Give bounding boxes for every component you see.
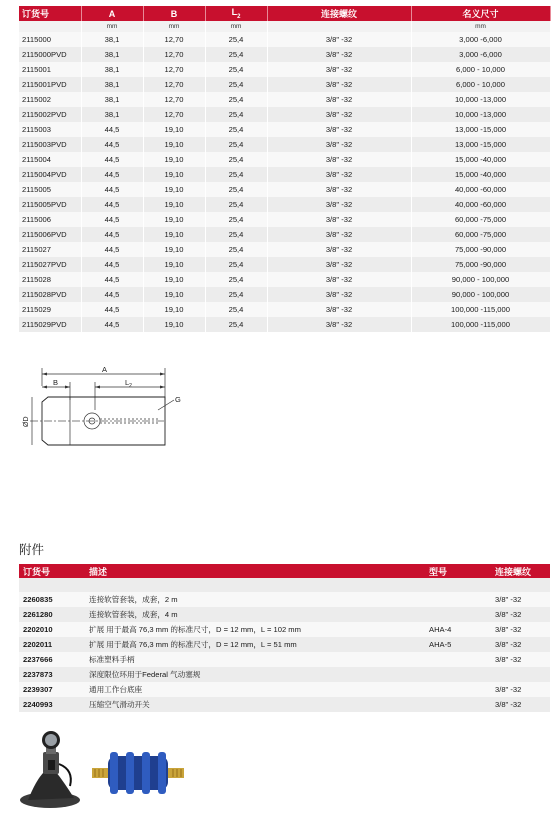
table-cell: 2115006PVD (19, 227, 81, 242)
table-row (19, 137, 550, 152)
table-cell: 25,4 (205, 92, 267, 107)
accessory-cell: 3/8" -32 (491, 622, 550, 637)
table-cell: 44,5 (81, 182, 143, 197)
accessory-cell: 2261280 (19, 607, 85, 622)
table-cell: 3/8" -32 (267, 122, 411, 137)
table-cell: 44,5 (81, 152, 143, 167)
table-cell: 2115001PVD (19, 77, 81, 92)
table-row (19, 152, 550, 167)
table-row (19, 212, 550, 227)
table-row (19, 257, 550, 272)
accessories-header-row (19, 564, 550, 578)
unit-cell: mm (143, 21, 205, 32)
accessory-row (19, 697, 550, 712)
col-header-b: B (143, 6, 205, 21)
table-cell: 90,000 - 100,000 (411, 272, 550, 287)
table-row (19, 317, 550, 332)
table-cell: 44,5 (81, 302, 143, 317)
table-row (19, 32, 550, 47)
table-row (19, 227, 550, 242)
table-cell: 44,5 (81, 287, 143, 302)
table-cell: 44,5 (81, 242, 143, 257)
table-cell: 38,1 (81, 92, 143, 107)
table-cell: 38,1 (81, 47, 143, 62)
table-row (19, 92, 550, 107)
table-cell: 2115001 (19, 62, 81, 77)
accessory-row (19, 667, 550, 682)
table-cell: 2115003PVD (19, 137, 81, 152)
table-cell: 2115027 (19, 242, 81, 257)
accessories-title: 附件 (19, 543, 45, 557)
accessory-cell (425, 697, 491, 712)
table-row (19, 182, 550, 197)
unit-cell (267, 21, 411, 32)
table-cell: 12,70 (143, 92, 205, 107)
table-cell: 25,4 (205, 302, 267, 317)
accessory-cell: 3/8" -32 (491, 637, 550, 652)
accessory-row (19, 607, 550, 622)
table-cell: 25,4 (205, 197, 267, 212)
accessory-cell: 深度限位环用于Federal 气动塞规 (85, 667, 425, 682)
accessory-row (19, 592, 550, 607)
dim-l2-label (125, 378, 132, 389)
table-cell: 19,10 (143, 212, 205, 227)
table-cell: 25,4 (205, 152, 267, 167)
table-cell: 2115028 (19, 272, 81, 287)
table-row (19, 47, 550, 62)
table-cell: 44,5 (81, 122, 143, 137)
accessory-cell: 连接软管套装，成套，4 m (85, 607, 425, 622)
table-row (19, 62, 550, 77)
table-cell: 19,10 (143, 182, 205, 197)
accessory-cell: 2202011 (19, 637, 85, 652)
table-cell: 3,000 -6,000 (411, 32, 550, 47)
accessory-cell: 3/8" -32 (491, 682, 550, 697)
col-header-thread: 连接螺纹 (267, 6, 411, 21)
table-cell: 3/8" -32 (267, 227, 411, 242)
table-cell: 2115005 (19, 182, 81, 197)
table-cell: 3/8" -32 (267, 212, 411, 227)
accessory-row (19, 682, 550, 697)
table-cell: 13,000 -15,000 (411, 137, 550, 152)
acc-col-header-model: 型号 (425, 564, 491, 578)
table-cell: 38,1 (81, 32, 143, 47)
table-cell: 12,70 (143, 77, 205, 92)
table-cell: 3,000 -6,000 (411, 47, 550, 62)
table-cell: 3/8" -32 (267, 317, 411, 332)
accessory-cell: 2237666 (19, 652, 85, 667)
gauge-spec-body (19, 21, 550, 332)
accessory-cell: 扩展 用于最高 76,3 mm 的标准尺寸，D = 12 mm，L = 102 mm (85, 622, 425, 637)
table-cell: 25,4 (205, 287, 267, 302)
accessories-spacer-row (19, 578, 550, 592)
table-cell: 25,4 (205, 272, 267, 287)
table-cell: 2115027PVD (19, 257, 81, 272)
table-cell: 19,10 (143, 242, 205, 257)
table-cell: 2115029PVD (19, 317, 81, 332)
table-cell: 13,000 -15,000 (411, 122, 550, 137)
table-cell: 6,000 - 10,000 (411, 77, 550, 92)
table-cell: 19,10 (143, 197, 205, 212)
table-cell: 44,5 (81, 317, 143, 332)
accessory-cell: 2260835 (19, 592, 85, 607)
table-cell: 19,10 (143, 122, 205, 137)
table-cell: 19,10 (143, 137, 205, 152)
units-row (19, 21, 550, 32)
accessory-cell: 2202010 (19, 622, 85, 637)
table-cell: 19,10 (143, 152, 205, 167)
table-row (19, 167, 550, 182)
table-cell: 25,4 (205, 62, 267, 77)
gauge-spec-table (19, 6, 551, 332)
table-cell: 3/8" -32 (267, 182, 411, 197)
table-row (19, 122, 550, 137)
spacer-cell (425, 578, 491, 592)
table-cell: 3/8" -32 (267, 152, 411, 167)
table-cell: 19,10 (143, 257, 205, 272)
table-cell: 25,4 (205, 227, 267, 242)
table-cell: 3/8" -32 (267, 242, 411, 257)
accessory-cell: 压缩空气滑动开关 (85, 697, 425, 712)
table-header-row (19, 6, 550, 21)
acc-col-header-description: 描述 (85, 564, 425, 578)
col-header-l2-sub: 2 (237, 13, 241, 20)
table-cell: 60,000 -75,000 (411, 212, 550, 227)
bench-stand-gauge-photo (18, 728, 86, 810)
accessory-cell: 3/8" -32 (491, 607, 550, 622)
table-cell: 44,5 (81, 137, 143, 152)
dim-l2-arrow-left (95, 386, 100, 389)
accessory-cell: 3/8" -32 (491, 652, 550, 667)
table-cell: 100,000 -115,000 (411, 317, 550, 332)
table-cell: 2115004PVD (19, 167, 81, 182)
accessory-row (19, 637, 550, 652)
table-cell: 60,000 -75,000 (411, 227, 550, 242)
dim-l2-label-base: L (125, 378, 130, 387)
accessory-row (19, 622, 550, 637)
table-cell: 44,5 (81, 167, 143, 182)
accessory-cell (425, 592, 491, 607)
dim-b-arrow-left (42, 386, 47, 389)
table-cell: 44,5 (81, 257, 143, 272)
acc-col-header-order-no: 订货号 (19, 564, 85, 578)
col-header-nominal-size: 名义尺寸 (411, 6, 550, 21)
table-row (19, 272, 550, 287)
col-header-order-no: 订货号 (19, 6, 81, 21)
table-cell: 3/8" -32 (267, 167, 411, 182)
unit-cell: mm (411, 21, 550, 32)
gauge-dimension-drawing (22, 364, 202, 474)
accessory-cell: AHA-4 (425, 622, 491, 637)
accessory-cell: 通用工作台底座 (85, 682, 425, 697)
table-cell: 75,000 -90,000 (411, 257, 550, 272)
table-cell: 10,000 -13,000 (411, 107, 550, 122)
table-cell: 2115003 (19, 122, 81, 137)
table-cell: 25,4 (205, 107, 267, 122)
table-cell: 38,1 (81, 62, 143, 77)
table-cell: 40,000 -60,000 (411, 182, 550, 197)
table-cell: 90,000 - 100,000 (411, 287, 550, 302)
table-cell: 3/8" -32 (267, 92, 411, 107)
table-cell: 3/8" -32 (267, 287, 411, 302)
table-cell: 25,4 (205, 242, 267, 257)
table-cell: 19,10 (143, 227, 205, 242)
table-cell: 3/8" -32 (267, 107, 411, 122)
accessory-cell: 3/8" -32 (491, 592, 550, 607)
table-cell: 15,000 -40,000 (411, 152, 550, 167)
accessory-cell (491, 667, 550, 682)
table-cell: 2115002PVD (19, 107, 81, 122)
spacer-cell (491, 578, 550, 592)
dim-a-arrow-left (42, 373, 47, 376)
table-cell: 44,5 (81, 272, 143, 287)
table-cell: 2115000PVD (19, 47, 81, 62)
table-cell: 25,4 (205, 137, 267, 152)
table-cell: 3/8" -32 (267, 197, 411, 212)
table-cell: 25,4 (205, 212, 267, 227)
table-cell: 10,000 -13,000 (411, 92, 550, 107)
table-cell: 19,10 (143, 302, 205, 317)
dim-a-arrow-right (160, 373, 165, 376)
spacer-cell (19, 578, 85, 592)
dim-b-label: B (53, 378, 59, 387)
accessory-cell (425, 667, 491, 682)
table-cell: 3/8" -32 (267, 272, 411, 287)
table-row (19, 287, 550, 302)
accessory-cell (425, 607, 491, 622)
table-cell: 25,4 (205, 167, 267, 182)
accessory-cell: 2239307 (19, 682, 85, 697)
table-cell: 44,5 (81, 212, 143, 227)
table-cell: 25,4 (205, 32, 267, 47)
accessories-body (19, 578, 550, 712)
dim-g-label: G (175, 395, 181, 404)
air-plug-connector-photo (92, 746, 184, 800)
accessory-cell: 2237873 (19, 667, 85, 682)
table-cell: 2115005PVD (19, 197, 81, 212)
table-cell: 3/8" -32 (267, 47, 411, 62)
dim-d-label: ØD (23, 416, 30, 427)
table-cell: 38,1 (81, 107, 143, 122)
accessory-cell: 标准塑料手柄 (85, 652, 425, 667)
spacer-cell (85, 578, 425, 592)
table-cell: 44,5 (81, 227, 143, 242)
accessory-row (19, 652, 550, 667)
table-cell: 19,10 (143, 317, 205, 332)
table-cell: 3/8" -32 (267, 302, 411, 317)
table-row (19, 197, 550, 212)
col-header-l2-base: L (231, 7, 238, 18)
accessory-cell: 3/8" -32 (491, 697, 550, 712)
table-cell: 12,70 (143, 32, 205, 47)
table-cell: 25,4 (205, 77, 267, 92)
table-cell: 3/8" -32 (267, 137, 411, 152)
table-cell: 19,10 (143, 287, 205, 302)
acc-col-header-thread: 连接螺纹 (491, 564, 550, 578)
accessory-cell: AHA-5 (425, 637, 491, 652)
accessories-table (19, 564, 550, 712)
table-cell: 3/8" -32 (267, 32, 411, 47)
table-cell: 2115000 (19, 32, 81, 47)
table-cell: 25,4 (205, 182, 267, 197)
accessory-cell (425, 682, 491, 697)
accessory-cell (425, 652, 491, 667)
table-cell: 12,70 (143, 62, 205, 77)
dim-a-label: A (102, 365, 108, 374)
unit-cell (19, 21, 81, 32)
table-cell: 3/8" -32 (267, 62, 411, 77)
table-cell: 12,70 (143, 107, 205, 122)
table-row (19, 242, 550, 257)
table-row (19, 107, 550, 122)
dim-l2-label-sub: 2 (129, 383, 132, 389)
table-cell: 44,5 (81, 197, 143, 212)
table-cell: 2115002 (19, 92, 81, 107)
table-cell: 40,000 -60,000 (411, 197, 550, 212)
table-cell: 3/8" -32 (267, 257, 411, 272)
table-cell: 100,000 -115,000 (411, 302, 550, 317)
table-cell: 12,70 (143, 47, 205, 62)
table-cell: 25,4 (205, 257, 267, 272)
accessory-cell: 2240993 (19, 697, 85, 712)
table-row (19, 77, 550, 92)
table-cell: 75,000 -90,000 (411, 242, 550, 257)
table-row (19, 302, 550, 317)
thread-leader (158, 400, 174, 410)
table-cell: 2115028PVD (19, 287, 81, 302)
table-cell: 15,000 -40,000 (411, 167, 550, 182)
table-cell: 2115029 (19, 302, 81, 317)
table-cell: 2115006 (19, 212, 81, 227)
table-cell: 19,10 (143, 272, 205, 287)
accessory-cell: 连接软管套装，成套，2 m (85, 592, 425, 607)
table-cell: 19,10 (143, 167, 205, 182)
unit-cell: mm (205, 21, 267, 32)
table-cell: 25,4 (205, 122, 267, 137)
dim-l2-arrow-right (160, 386, 165, 389)
table-cell: 6,000 - 10,000 (411, 62, 550, 77)
col-header-a: A (81, 6, 143, 21)
col-header-l2 (205, 6, 267, 21)
unit-cell: mm (81, 21, 143, 32)
table-cell: 25,4 (205, 317, 267, 332)
table-cell: 38,1 (81, 77, 143, 92)
dim-b-arrow-right (65, 386, 70, 389)
table-cell: 3/8" -32 (267, 77, 411, 92)
table-cell: 2115004 (19, 152, 81, 167)
table-cell: 25,4 (205, 47, 267, 62)
accessory-cell: 扩展 用于最高 76,3 mm 的标准尺寸，D = 12 mm，L = 51 mm (85, 637, 425, 652)
